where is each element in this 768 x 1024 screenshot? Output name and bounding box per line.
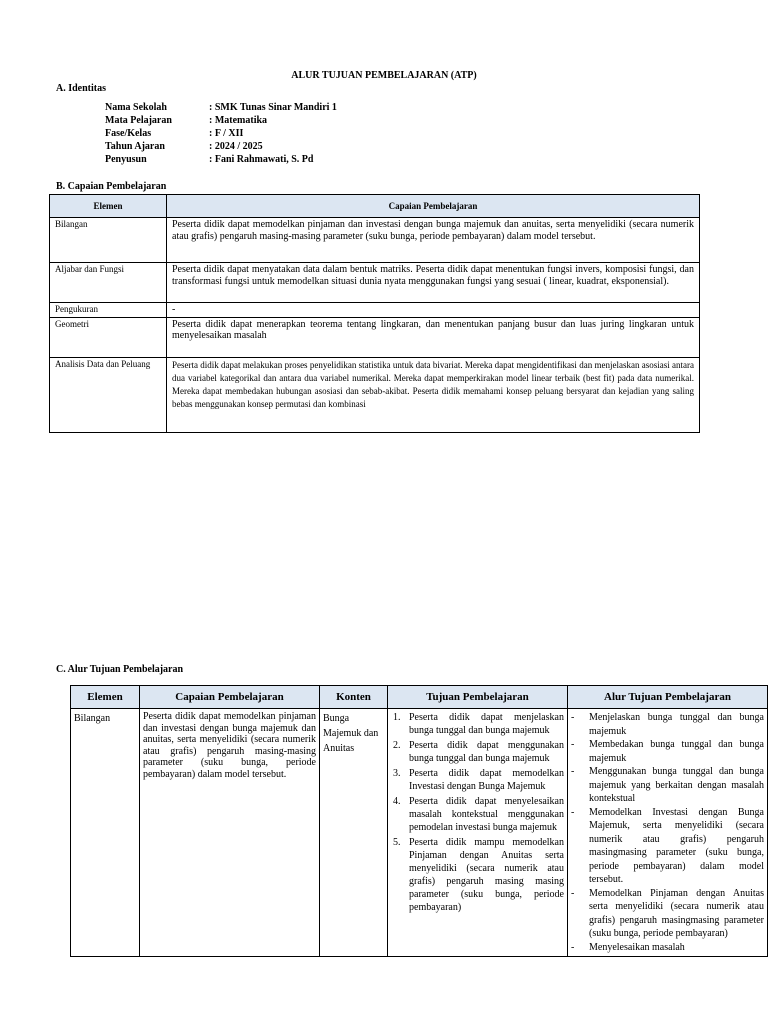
konten-cell: Bunga Majemuk dan Anuitas <box>320 709 388 957</box>
list-item <box>571 941 764 955</box>
list-item <box>571 806 764 887</box>
identity-row-phase <box>105 127 337 140</box>
identity-label: Penyusun <box>105 154 147 165</box>
identity-label: Mata Pelajaran <box>105 115 172 126</box>
tujuan-list <box>391 711 564 914</box>
list-number: 3. <box>393 768 401 779</box>
identity-row-school <box>105 101 337 114</box>
column-header-capaian: Capaian Pembelajaran <box>140 686 320 709</box>
capaian-cell: - <box>167 303 700 318</box>
elemen-cell: Bilangan <box>50 218 167 263</box>
elemen-cell: Pengukuran <box>50 303 167 318</box>
list-text: Peserta didik dapat menyelesaikan masalah kontekstual menggunakan pemodelan investasi bunga majemuk <box>409 796 564 833</box>
list-item <box>571 765 764 806</box>
elemen-cell: Analisis Data dan Peluang <box>50 357 167 432</box>
atp-table <box>70 685 768 957</box>
list-dash: - <box>571 806 575 818</box>
elemen-cell: Aljabar dan Fungsi <box>50 263 167 303</box>
list-text: Peserta didik dapat menjelaskan bunga tunggal dan bunga majemuk <box>409 712 564 736</box>
list-text: Menyelesaikan masalah <box>589 941 685 953</box>
list-number: 1. <box>393 712 401 723</box>
list-text: Menjelaskan bunga tunggal dan bunga majemuk <box>589 712 764 737</box>
list-number: 4. <box>393 796 401 807</box>
column-header-elemen: Elemen <box>50 195 167 218</box>
table-header-row <box>71 686 768 709</box>
column-header-konten: Konten <box>320 686 388 709</box>
list-dash: - <box>571 712 575 723</box>
capaian-table <box>49 194 700 433</box>
identity-value: : 2024 / 2025 <box>209 141 263 152</box>
identity-value: : SMK Tunas Sinar Mandiri 1 <box>209 102 337 113</box>
list-item <box>571 738 764 765</box>
list-item <box>571 711 764 738</box>
table-row <box>50 218 700 263</box>
list-text: Membedakan bunga tunggal dan bunga majemuk <box>589 739 764 764</box>
capaian-cell: Peserta didik dapat memodelkan pinjaman dan investasi dengan bunga majemuk dan anuitas, serta menyelidiki (secara numerik atau grafis) pengaruh masing-masing parameter (suku bunga, periode pembayaran) dalam model tersebut. <box>140 709 320 957</box>
capaian-cell: Peserta didik dapat memodelkan pinjaman dan investasi dengan bunga majemuk dan anuitas, serta menyelidiki (secara numerik atau grafis) pengaruh masing-masing parameter (suku bunga, periode pembayaran) dalam model tersebut. <box>167 218 700 263</box>
column-header-alur: Alur Tujuan Pembelajaran <box>568 686 768 709</box>
identity-row-author <box>105 153 337 166</box>
section-a-heading: A. Identitas <box>56 83 107 94</box>
list-item <box>391 836 564 914</box>
identity-row-year <box>105 140 337 153</box>
list-number: 2. <box>393 740 401 751</box>
capaian-cell: Peserta didik dapat menyatakan data dalam bentuk matriks. Peserta didik dapat menentukan fungsi invers, komposisi fungsi, dan transformasi fungsi untuk memodelkan situasi dunia nyata menggunakan fungsi yang sesuai ( linear, kuadrat, eksponensial). <box>167 263 700 303</box>
list-dash: - <box>571 941 575 953</box>
list-item <box>391 767 564 793</box>
identity-value: : Fani Rahmawati, S. Pd <box>209 154 314 165</box>
alur-list <box>571 711 764 954</box>
table-row <box>50 303 700 318</box>
list-text: Menggunakan bunga tunggal dan bunga majemuk yang berkaitan dengan masalah kontekstual <box>589 766 764 804</box>
list-dash: - <box>571 739 575 750</box>
table-row <box>71 709 768 957</box>
tujuan-cell <box>388 709 568 957</box>
identity-block <box>105 101 337 166</box>
table-row <box>50 263 700 303</box>
column-header-tujuan: Tujuan Pembelajaran <box>388 686 568 709</box>
identity-label: Nama Sekolah <box>105 102 167 113</box>
list-dash: - <box>571 766 575 777</box>
identity-value: : Matematika <box>209 115 268 126</box>
capaian-cell: Peserta didik dapat melakukan proses penyelidikan statistika untuk data bivariat. Mereka dapat mengidentifikasi dan menjelaskan asosiasi antara dua variabel kategorikal dan antara dua variabel numerikal. Mereka dapat memperkirakan model linear terbaik (best fit) pada data numerikal. Mereka dapat membedakan hubungan asosiasi dan sebab-akibat. Peserta didik memahami konsep peluang bersyarat dan kejadian yang saling bebas menggunakan konsep permutasi dan kombinasi <box>167 357 700 432</box>
alur-cell <box>568 709 768 957</box>
list-item <box>571 887 764 941</box>
list-item <box>391 711 564 737</box>
list-text: Memodelkan Investasi dengan Bunga Majemuk, serta menyelidiki (secara numerik atau grafis) pengaruh masingmasing parameter (suku bunga, periode pembayaran) dalam model tersebut. <box>589 806 764 885</box>
identity-label: Fase/Kelas <box>105 128 152 139</box>
column-header-elemen: Elemen <box>71 686 140 709</box>
section-b-heading: B. Capaian Pembelajaran <box>56 181 167 192</box>
list-item <box>391 795 564 834</box>
list-text: Peserta didik mampu memodelkan Pinjaman dengan Anuitas serta menyelidiki (secara numerik atau grafis) pengaruh masing masing parameter (suku bunga, periode pembayaran) <box>409 837 564 913</box>
identity-value: : F / XII <box>209 128 244 139</box>
list-text: Peserta didik dapat memodelkan Investasi dengan Bunga Majemuk <box>409 768 564 792</box>
identity-row-subject <box>105 114 337 127</box>
list-text: Peserta didik dapat menggunakan bunga tunggal dan bunga majemuk <box>409 740 564 764</box>
identity-label: Tahun Ajaran <box>105 141 165 152</box>
elemen-cell: Geometri <box>50 317 167 357</box>
table-row <box>50 357 700 432</box>
capaian-cell: Peserta didik dapat menerapkan teorema tentang lingkaran, dan menentukan panjang busur dan luas juring lingkaran untuk menyelesaikan masalah <box>167 317 700 357</box>
elemen-cell: Bilangan <box>71 709 140 957</box>
column-header-capaian: Capaian Pembelajaran <box>167 195 700 218</box>
list-text: Memodelkan Pinjaman dengan Anuitas serta menyelidiki (secara numerik atau grafis) pengaruh masingmasing parameter (suku bunga, periode pembayaran) <box>589 887 764 939</box>
list-dash: - <box>571 887 575 899</box>
table-header-row <box>50 195 700 218</box>
list-number: 5. <box>393 837 401 848</box>
section-c-heading: C. Alur Tujuan Pembelajaran <box>56 664 184 675</box>
document-title: ALUR TUJUAN PEMBELAJARAN (ATP) <box>291 70 477 81</box>
list-item <box>391 739 564 765</box>
table-row <box>50 317 700 357</box>
